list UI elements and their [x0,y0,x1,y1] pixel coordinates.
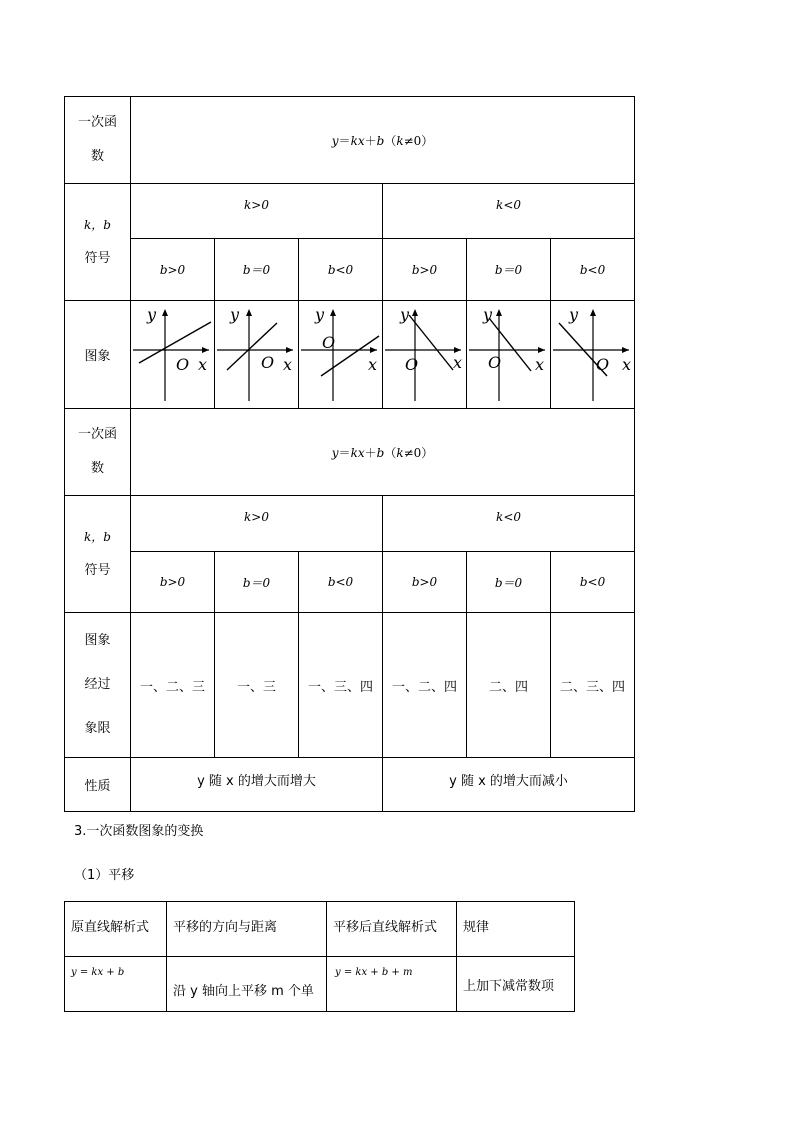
b-cell: b>0 [131,552,215,613]
function-formula [131,97,635,184]
label-line: 经过 [84,677,111,692]
x-arrow-icon [538,347,545,353]
formula-part: b [376,133,385,148]
formula-part: k [396,133,404,148]
x-axis-label: x [622,355,632,374]
property-decreasing: y 随 x 的增大而减小 [383,758,635,812]
y-axis-label: y [315,305,325,324]
b-cell: b<0 [551,552,635,613]
label-line: 象限 [84,721,111,736]
row-header-graph: 图象 [65,301,131,409]
label-line: k，b [84,530,111,544]
k-negative: k<0 [383,184,635,239]
row-header-kb-sign [65,496,131,613]
quadrant-cell: 一、三、四 [299,613,383,758]
cell-result: y = kx + b + m [327,957,457,1012]
label-line: 一次函 [77,115,117,130]
y-axis-label: y [400,305,410,324]
label-line: 符号 [84,251,111,266]
origin-label: O [405,355,419,374]
label-line: 数 [90,149,104,164]
origin-label: O [176,355,190,374]
cell-direction: 沿 y 轴向上平移 m 个单 [167,957,327,1012]
y-axis-label: y [569,305,579,324]
formula-part: y [331,133,339,148]
b-cell: b>0 [131,239,215,301]
k-positive: k>0 [131,184,383,239]
row-header-function [65,409,131,496]
b-cell: b<0 [299,552,383,613]
x-arrow-icon [622,347,629,353]
b-cell: b<0 [299,239,383,301]
b-cell: b＝0 [215,239,299,301]
k-positive: k>0 [131,496,383,552]
cell-rule: 上加下减常数项 [457,957,575,1012]
quadrant-cell: 一、三 [215,613,299,758]
x-axis-label: x [453,353,463,372]
quadrant-cell: 二、三、四 [551,613,635,758]
formula-part: ≠0） [403,133,434,148]
y-axis-label: y [230,305,240,324]
label-line: 符号 [84,563,111,578]
y-arrow-icon [590,309,596,316]
origin-label: O [322,333,336,352]
x-arrow-icon [286,347,293,353]
origin-label: O [488,353,502,372]
label-line: 一次函 [77,427,117,442]
y-arrow-icon [162,309,168,316]
graph-cell [215,301,299,409]
b-cell: b＝0 [467,239,551,301]
b-cell: b>0 [383,552,467,613]
y-arrow-icon [412,309,418,316]
x-axis-label: x [198,355,208,374]
header-result: 平移后直线解析式 [327,902,457,957]
graph-k-neg-b-neg [551,301,635,408]
x-axis-label: x [368,355,378,374]
y-arrow-icon [330,309,336,316]
translation-table [64,901,575,1012]
label-line: 图象 [84,633,111,648]
section-title: 3.一次函数图象的变换 [74,824,204,839]
row-header-quadrants [65,613,131,758]
header-direction: 平移的方向与距离 [167,902,327,957]
quadrant-cell: 一、二、四 [383,613,467,758]
formula-part: ＋ [364,445,377,460]
formula-part: ≠0） [403,445,434,460]
graph-k-pos-b-pos [131,301,215,408]
b-cell: b<0 [551,239,635,301]
label-line: 数 [90,461,104,476]
b-cell: b>0 [383,239,467,301]
function-formula [131,409,635,496]
property-increasing: y 随 x 的增大而增大 [131,758,383,812]
graph-cell [551,301,635,409]
b-cell: b＝0 [215,552,299,613]
cell-original: y = kx + b [65,957,167,1012]
formula-part: ＝ [338,445,351,460]
y-axis-label: y [147,305,157,324]
quadrant-cell: 二、四 [467,613,551,758]
y-arrow-icon [246,309,252,316]
graph-k-pos-b-zero [215,301,299,408]
formula-part: ＝ [338,133,351,148]
graph-k-pos-b-neg [299,301,383,408]
row-header-property: 性质 [65,758,131,812]
formula-part: （ [384,445,397,460]
origin-label: O [261,353,275,372]
origin-label: O [596,355,610,374]
graph-cell [383,301,467,409]
axes-group [553,311,632,401]
b-cell: b＝0 [467,552,551,613]
formula-part: kx [350,445,365,460]
function-graph-table [64,96,635,812]
formula-part: （ [384,133,397,148]
axes-group [469,311,545,401]
axes-group [385,311,461,401]
graph-cell [299,301,383,409]
y-arrow-icon [496,309,502,316]
header-original: 原直线解析式 [65,902,167,957]
graph-cell [131,301,215,409]
axes-group [217,311,293,401]
graph-k-neg-b-pos [383,301,467,408]
x-arrow-icon [202,347,209,353]
row-header-function [65,97,131,184]
graph-cell [467,301,551,409]
y-axis-label: y [483,305,493,324]
x-axis-label: x [283,355,293,374]
formula-part: y [331,445,339,460]
label-line: k，b [84,218,111,232]
formula-part: b [376,445,385,460]
subsection-title: （1）平移 [74,868,135,883]
graph-k-neg-b-zero [467,301,551,408]
x-arrow-icon [370,347,377,353]
x-axis-label: x [535,355,545,374]
row-header-kb-sign [65,184,131,301]
formula-part: kx [350,133,365,148]
quadrant-cell: 一、二、三 [131,613,215,758]
formula-part: k [396,445,404,460]
k-negative: k<0 [383,496,635,552]
header-rule: 规律 [457,902,575,957]
formula-part: ＋ [364,133,377,148]
